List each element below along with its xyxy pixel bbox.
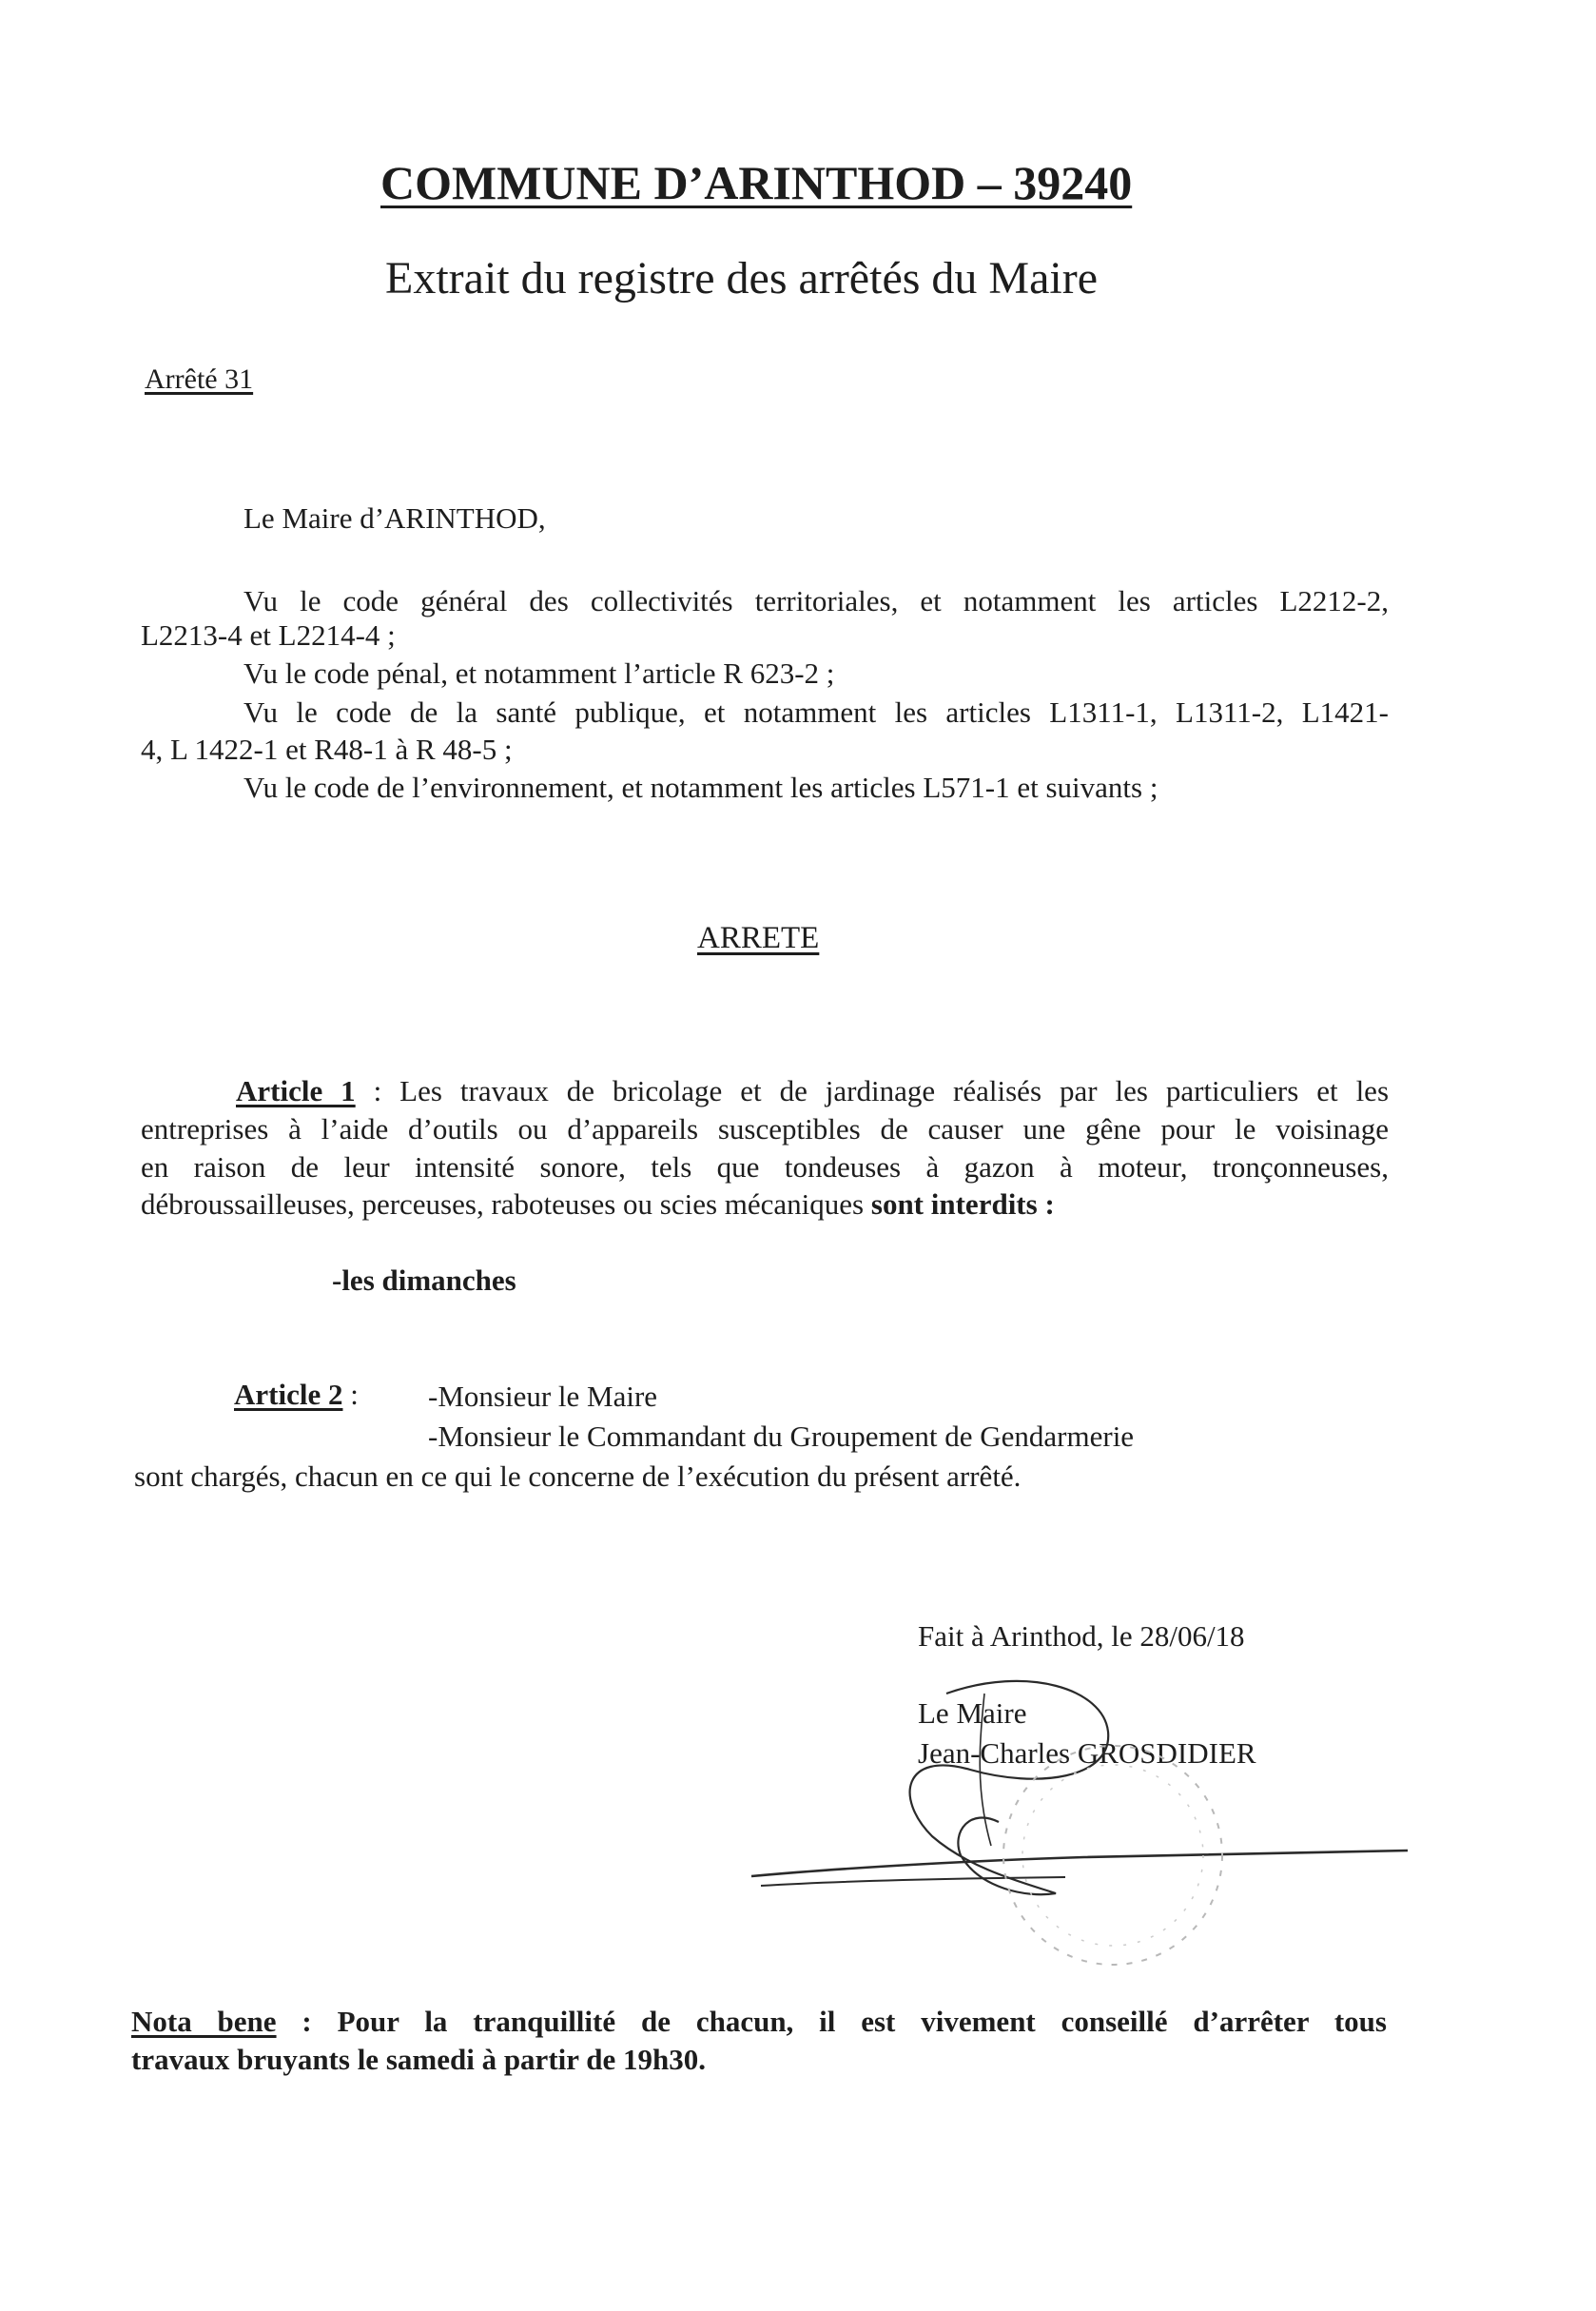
nota-bene-line1 <box>131 2004 1387 2040</box>
article2-heading <box>234 1378 359 1412</box>
vu-line-3: Vu le code de la santé publique, et notamment les articles L1311-1, L1311-2, L1421- <box>243 695 1389 729</box>
arrete-number: Arrêté 31 <box>145 363 254 395</box>
article2-closing: sont chargés, chacun en ce qui le concerne de l’exécution du présent arrêté. <box>134 1459 1022 1493</box>
article1-line1 <box>236 1073 1389 1109</box>
article2-label: Article 2 <box>234 1378 343 1411</box>
signatory-role: Le Maire <box>918 1696 1027 1730</box>
vu-line-1: Vu le code général des collectivités territoriales, et notamment les articles L2212-2, <box>243 584 1389 617</box>
article1-line3: en raison de leur intensité sonore, tels que tondeuses à gazon à moteur, tronçonneuses, <box>141 1150 1389 1184</box>
article2-item-commandant: -Monsieur le Commandant du Groupement de Gendarmerie <box>428 1420 1135 1453</box>
official-stamp <box>970 1741 1255 1988</box>
nota-bene-line2: travaux bruyants le samedi à partir de 19h30. <box>131 2043 706 2076</box>
article2-item-mayor: -Monsieur le Maire <box>428 1380 658 1413</box>
article1-line1-text: : Les travaux de bricolage et de jardinage réalisés par les particuliers et les <box>355 1074 1390 1107</box>
vu-line-2: Vu le code pénal, et notamment l’article R 623-2 ; <box>243 656 835 690</box>
article1-line4-text: débroussailleuses, perceuses, raboteuses ou scies mécaniques <box>141 1187 871 1221</box>
article1-line4 <box>141 1187 1055 1222</box>
article1-label: Article 1 <box>236 1074 356 1107</box>
article1-line2: entreprises à l’aide d’outils ou d’appareils susceptibles de causer une gêne pour le voisinage <box>141 1112 1389 1146</box>
mayor-intro: Le Maire d’ARINTHOD, <box>243 501 546 535</box>
register-subtitle: Extrait du registre des arrêtés du Maire <box>385 253 1099 304</box>
nota-bene-label: Nota bene <box>131 2005 277 2038</box>
article2-colon: : <box>342 1378 359 1411</box>
arrete-heading: ARRETE <box>697 921 820 955</box>
commune-title: COMMUNE D’ARINTHOD – 39240 <box>380 156 1133 209</box>
article1-sundays: -les dimanches <box>332 1263 516 1297</box>
place-date: Fait à Arinthod, le 28/06/18 <box>918 1619 1245 1653</box>
article1-prohibited: sont interdits : <box>870 1187 1055 1221</box>
vu-line-3-cont: 4, L 1422-1 et R48-1 à R 48-5 ; <box>141 733 513 766</box>
vu-line-1-cont: L2213-4 et L2214-4 ; <box>141 618 396 652</box>
vu-line-4: Vu le code de l’environnement, et notamment les articles L571-1 et suivants ; <box>243 771 1158 804</box>
nota-bene-text: : Pour la tranquillité de chacun, il est vivement conseillé d’arrêter tous <box>276 2005 1387 2038</box>
signatory-name: Jean-Charles GROSDIDIER <box>918 1736 1256 1770</box>
